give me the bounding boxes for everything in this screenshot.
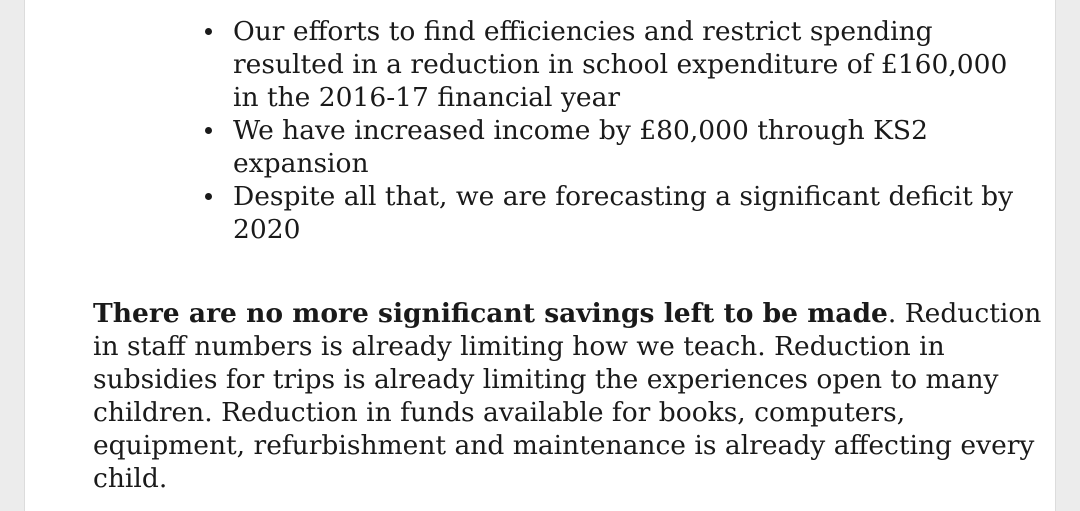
bullet-icon xyxy=(205,127,212,134)
bullet-text: Despite all that, we are forecasting a significant deficit by 2020 xyxy=(233,181,1014,245)
bullet-icon xyxy=(205,28,212,35)
bullet-item xyxy=(207,114,1027,180)
bullet-text: Our efforts to find efficiencies and restrict spending resulted in a reduction in school expenditure of £160,000 in the 2016-17 financial year xyxy=(233,16,1008,113)
bullet-item xyxy=(207,180,1027,246)
paragraph-body: . Reduction in staff numbers is already limiting how we teach. Reduction in subsidies for trips is already limiting the experiences open to many children. Reduction in funds available for books, computers, equipment, refurbishment and maintenance is already affecting every child. xyxy=(93,298,1042,494)
bullet-item xyxy=(207,15,1027,114)
bullet-list xyxy=(207,15,1027,246)
body-paragraph xyxy=(93,297,1053,495)
bullet-icon xyxy=(205,193,212,200)
paragraph-bold-lead: There are no more significant savings left to be made xyxy=(93,298,888,329)
bullet-text: We have increased income by £80,000 through KS2 expansion xyxy=(233,115,928,179)
document-page xyxy=(24,0,1056,511)
